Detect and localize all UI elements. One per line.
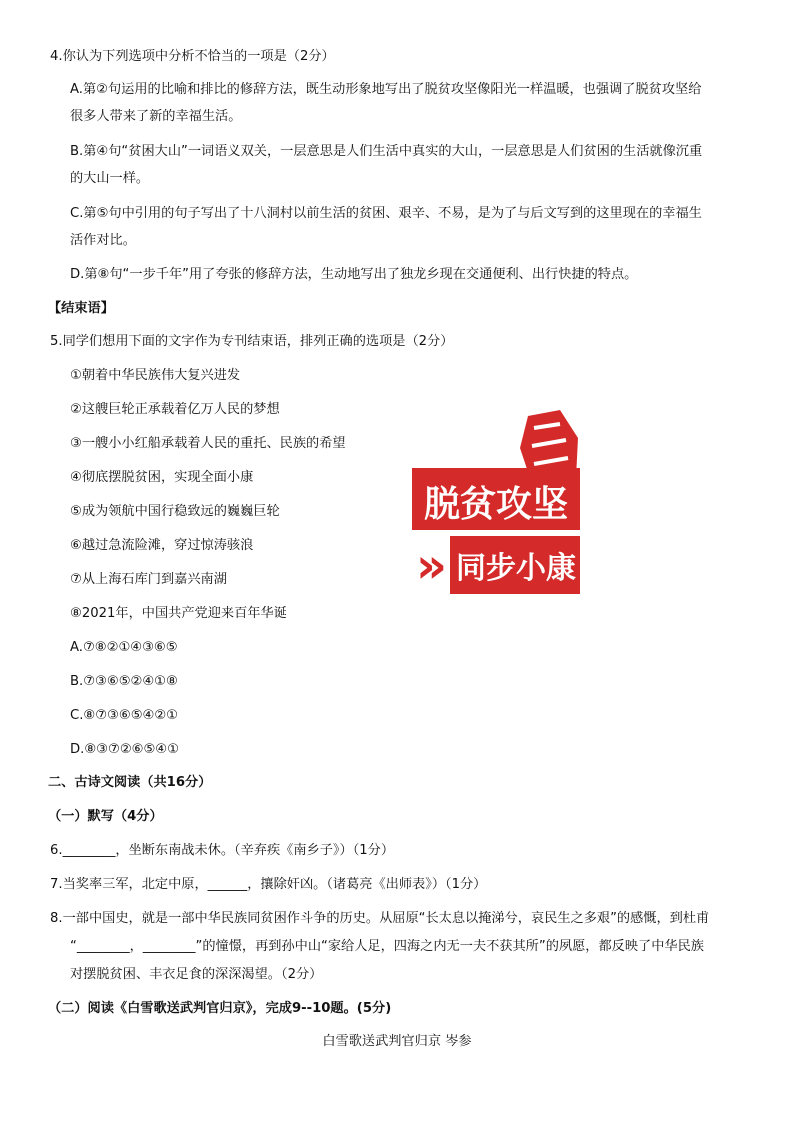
q5-item: ⑧2021年，中国共产党迎来百年华诞 <box>70 606 287 621</box>
q4-option-c-cont: 活作对比。 <box>70 233 136 248</box>
q4-option-b-cont: 的大山一样。 <box>70 171 150 186</box>
q5-option: D.⑧③⑦②⑥⑤④① <box>70 742 179 757</box>
q5-item: ⑥越过急流险滩，穿过惊涛骇浪 <box>70 538 254 553</box>
q4-option-c: C.第⑤句中引用的句子写出了十八洞村以前生活的贫困、艰辛、不易，是为了与后文写到的这里现在的幸福生 <box>70 206 702 221</box>
q8: 8.一部中国史，就是一部中华民族同贫困作斗争的历史。从屈原“长太息以掩涕兮，哀民生之多艰”的感慨，到杜甫 <box>50 911 710 926</box>
q4-option-d: D.第⑧句“一步千年”用了夸张的修辞方法，生动地写出了独龙乡现在交通便利、出行快捷的特点。 <box>70 267 638 282</box>
q5-option: B.⑦③⑥⑤②④①⑧ <box>70 674 178 689</box>
logo-text-bottom: 同步小康 <box>456 551 576 586</box>
chevrons-icon: » <box>416 538 448 594</box>
q5-item: ④彻底摆脱贫困，实现全面小康 <box>70 470 254 485</box>
q5-option: C.⑧⑦③⑥⑤④②① <box>70 708 178 723</box>
q4-option-a-cont: 很多人带来了新的幸福生活。 <box>70 109 242 124</box>
q6: 6.________，坐断东南战未休。（辛弃疾《南乡子》）（1分） <box>50 843 395 858</box>
q5-item: ⑤成为领航中国行稳致远的巍巍巨轮 <box>70 504 280 519</box>
q5-item: ③一艘小小红船承载着人民的重托、民族的希望 <box>70 436 346 451</box>
q5-option: A.⑦⑧②①④③⑥⑤ <box>70 640 178 655</box>
part2-sub1: （一）默写（4分） <box>48 809 163 824</box>
logo-graphic <box>410 408 582 615</box>
q4-option-b: B.第④句“贫困大山”一词语义双关，一层意思是人们生活中真实的大山，一层意思是人们贫困的生活就像沉重 <box>70 144 703 159</box>
part2-sub2: （二）阅读《白雪歌送武判官归京》，完成9--10题。(5分) <box>48 1001 392 1016</box>
poverty-alleviation-logo <box>410 408 582 615</box>
part2-title: 二、古诗文阅读（共16分） <box>48 775 212 790</box>
q4-option-a: A.第②句运用的比喻和排比的修辞方法，既生动形象地写出了脱贫攻坚像阳光一样温暖，也强调了脱贫攻坚给 <box>70 82 702 97</box>
q5-stem: 5.同学们想用下面的文字作为专刊结束语，排列正确的选项是（2分） <box>50 334 454 349</box>
q8-cont: “________，________”的憧憬，再到孙中山“家给人足，四海之内无一夫不获其所”的夙愿，都反映了中华民族 <box>70 939 704 954</box>
q7: 7.当奖率三军，北定中原，______，攘除奸凶。（诸葛亮《出师表》）（1分） <box>50 877 487 892</box>
q5-item: ⑦从上海石库门到嘉兴南湖 <box>70 572 227 587</box>
section-heading-ending: 【结束语】 <box>48 301 114 316</box>
q8-cont2: 对摆脱贫困、丰衣足食的深深渴望。（2分） <box>70 967 323 982</box>
poem-title: 白雪歌送武判官归京 岑参 <box>322 1034 472 1049</box>
q5-item: ②这艘巨轮正承载着亿万人民的梦想 <box>70 402 280 417</box>
q5-item: ①朝着中华民族伟大复兴进发 <box>70 368 241 383</box>
q4-stem: 4.你认为下列选项中分析不恰当的一项是（2分） <box>50 49 335 64</box>
logo-text-top: 脱贫攻坚 <box>423 484 569 525</box>
